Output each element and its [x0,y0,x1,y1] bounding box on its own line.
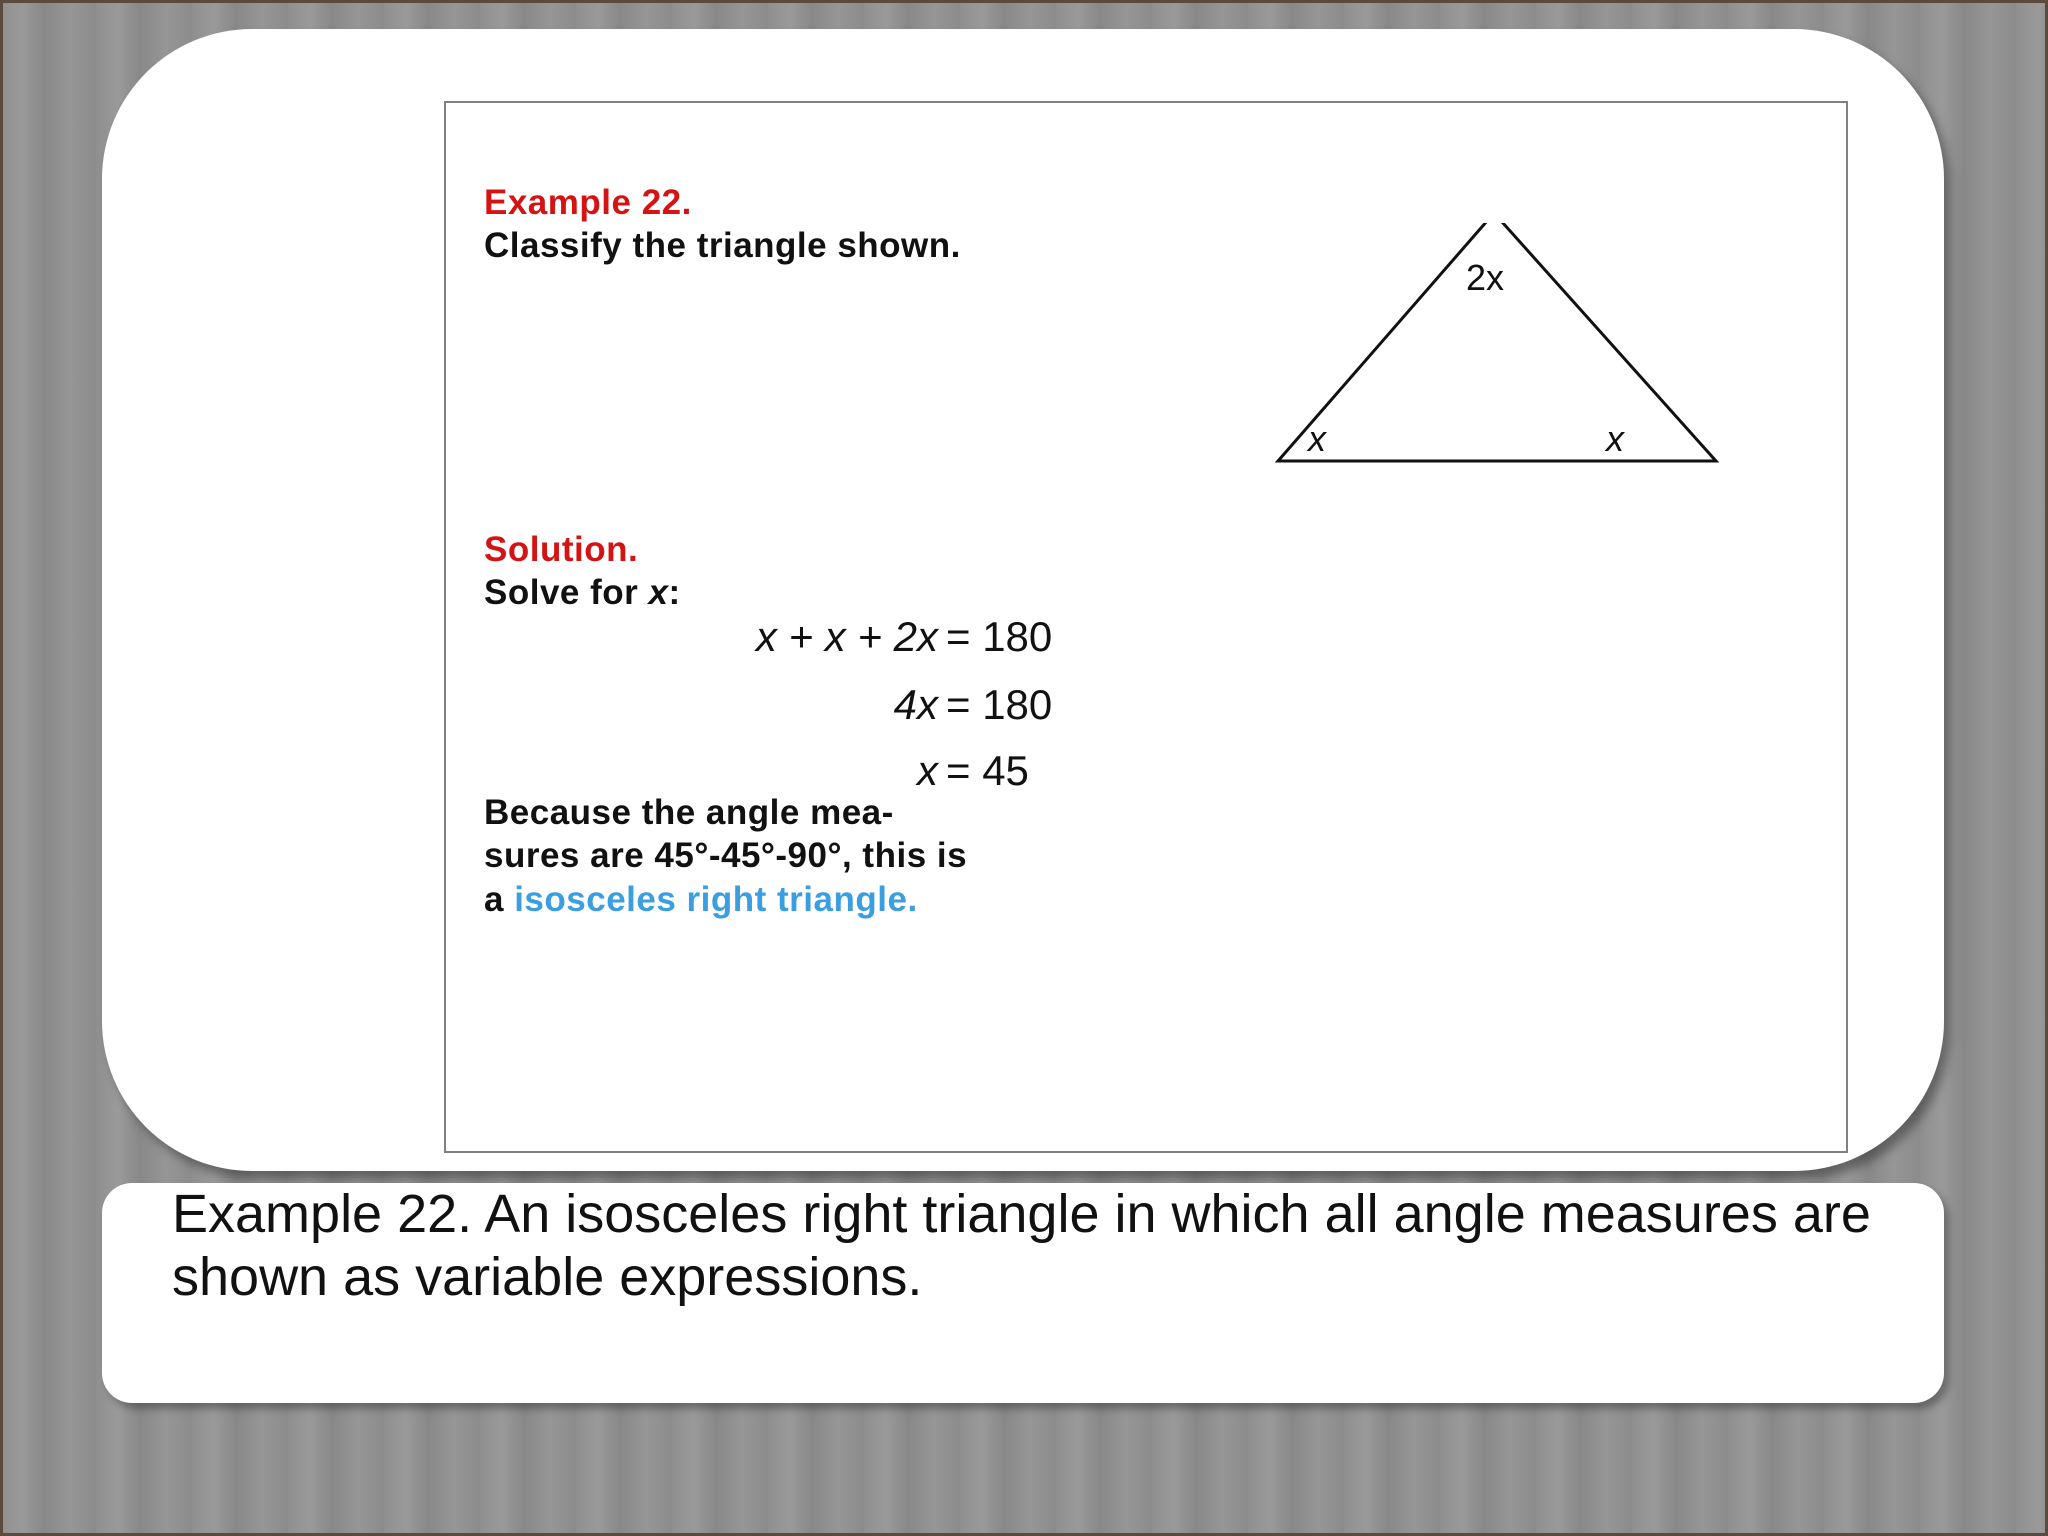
solve-for-suffix: : [668,573,681,612]
equation-2-lhs: 4x [893,681,938,728]
solve-for-variable: x [648,573,669,612]
equation-3-lhs: x [917,747,938,794]
equation-3-rhs: = 45 [946,747,1029,794]
solve-for-prefix: Solve for [484,573,649,612]
slide-content [444,101,1848,1153]
solution-heading: Solution. [484,530,639,569]
equation-2-rhs: = 180 [946,681,1053,728]
caption-card [102,1183,1944,1403]
left-angle-label: x [1308,418,1326,459]
equation-1-lhs: x + x + 2x [755,613,938,660]
conclusion-line-3 [484,880,918,920]
triangle-figure [1266,223,1726,463]
conclusion-line-2: sures are 45°-45°-90°, this is [484,836,968,875]
conclusion-prefix: a [484,880,515,919]
top-angle-label: 2x [1466,257,1505,298]
slide-card [102,29,1944,1171]
solve-for-line [484,573,681,613]
equation-1-rhs: = 180 [946,613,1053,660]
problem-prompt: Classify the triangle shown. [484,226,961,265]
conclusion-line-1: Because the angle mea- [484,793,894,832]
right-angle-label: x [1606,418,1624,459]
caption-text: Example 22. An isosceles right triangle in which all angle measures are shown as variable expressions. [172,1184,1871,1307]
conclusion-highlight: isosceles right triangle. [514,880,918,919]
example-heading: Example 22. [484,183,692,222]
